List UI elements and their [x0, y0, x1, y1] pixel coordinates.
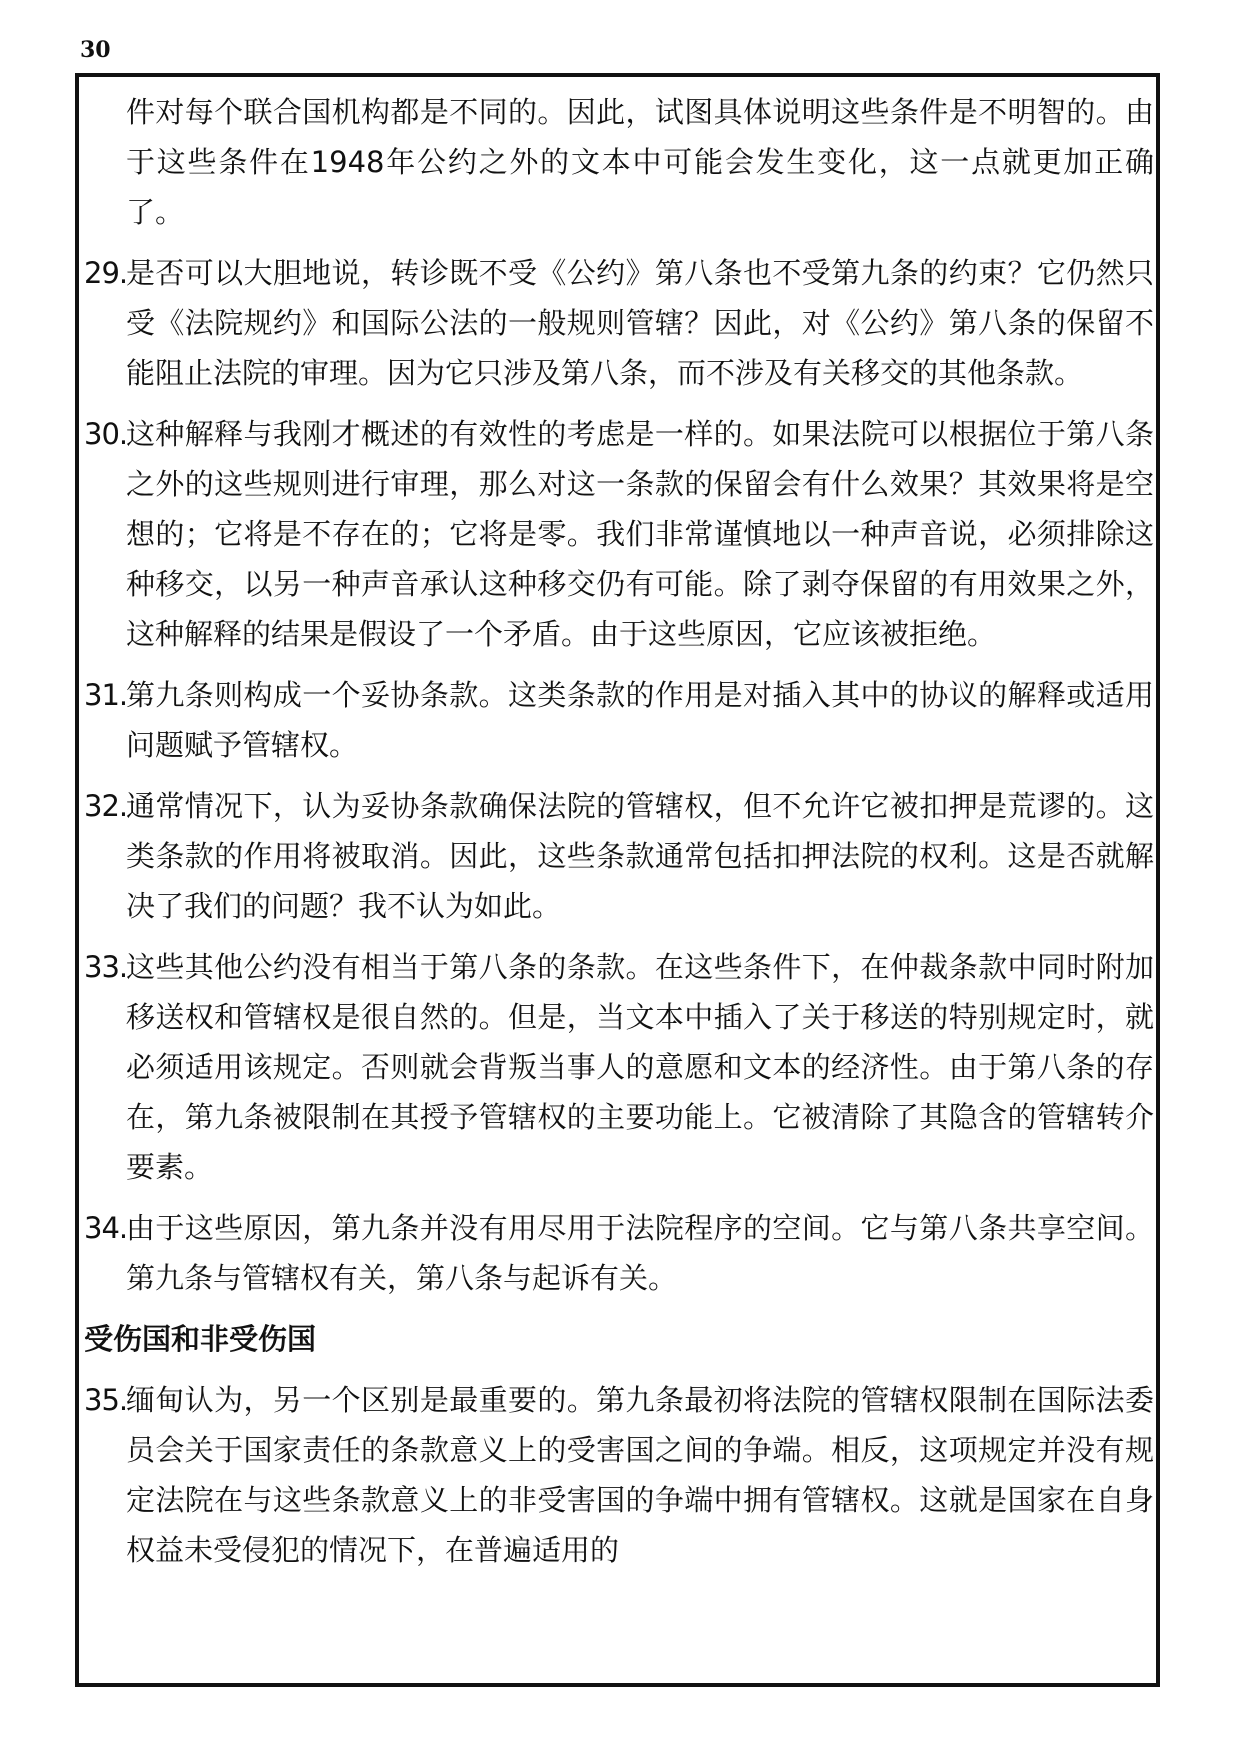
- paragraph-29: [84, 248, 1154, 398]
- paragraph-35: [84, 1375, 1154, 1575]
- paragraph-text: 缅甸认为，另一个区别是最重要的。第九条最初将法院的管辖权限制在国际法委员会关于国家责任的条款意义上的受害国之间的争端。相反，这项规定并没有规定法院在与这些条款意义上的非受害国的争端中拥有管辖权。这就是国家在自身权益未受侵犯的情况下，在普遍适用的: [126, 1383, 1154, 1567]
- paragraph-text: 这些其他公约没有相当于第八条的条款。在这些条件下，在仲裁条款中同时附加移送权和管辖权是很自然的。但是，当文本中插入了关于移送的特别规定时，就必须适用该规定。否则就会背叛当事人的意愿和文本的经济性。由于第八条的存在，第九条被限制在其授予管辖权的主要功能上。它被清除了其隐含的管辖转介要素。: [126, 950, 1154, 1184]
- paragraph-text: 这种解释与我刚才概述的有效性的考虑是一样的。如果法院可以根据位于第八条之外的这些规则进行审理，那么对这一条款的保留会有什么效果？其效果将是空想的；它将是不存在的；它将是零。我们非常谨慎地以一种声音说，必须排除这种移交，以另一种声音承认这种移交仍有可能。除了剥夺保留的有用效果之外，这种解释的结果是假设了一个矛盾。由于这些原因，它应该被拒绝。: [126, 417, 1154, 651]
- paragraph-text: 是否可以大胆地说，转诊既不受《公约》第八条也不受第九条的约束？它仍然只受《法院规约》和国际公法的一般规则管辖？因此，对《公约》第八条的保留不能阻止法院的审理。因为它只涉及第八条，而不涉及有关移交的其他条款。: [126, 256, 1154, 390]
- paragraph-text: 第九条则构成一个妥协条款。这类条款的作用是对插入其中的协议的解释或适用问题赋予管辖权。: [126, 678, 1154, 762]
- paragraph-number: 32.: [84, 789, 128, 823]
- paragraph-31: [84, 670, 1154, 770]
- paragraph-number: 31.: [84, 678, 128, 712]
- paragraph-text: 由于这些原因，第九条并没有用尽用于法院程序的空间。它与第八条共享空间。第九条与管辖权有关，第八条与起诉有关。: [126, 1211, 1154, 1295]
- paragraph-30: [84, 409, 1154, 659]
- paragraph-number: 29.: [84, 256, 128, 290]
- paragraph-33: [84, 942, 1154, 1192]
- page-number: 30: [80, 37, 111, 63]
- paragraph-number: 30.: [84, 417, 128, 451]
- text-box: [75, 73, 1160, 1687]
- paragraph-32: [84, 781, 1154, 931]
- paragraph-text: 件对每个联合国机构都是不同的。因此，试图具体说明这些条件是不明智的。由于这些条件在1948年公约之外的文本中可能会发生变化，这一点就更加正确了。: [126, 95, 1154, 229]
- paragraph-number: 33.: [84, 950, 128, 984]
- paragraph-number: 35.: [84, 1383, 128, 1417]
- section-heading: 受伤国和非受伤国: [84, 1322, 317, 1356]
- text-content: [84, 87, 1154, 1586]
- paragraph-text: 通常情况下，认为妥协条款确保法院的管辖权，但不允许它被扣押是荒谬的。这类条款的作用将被取消。因此，这些条款通常包括扣押法院的权利。这是否就解决了我们的问题？我不认为如此。: [126, 789, 1154, 923]
- paragraph-number: 34.: [84, 1211, 128, 1245]
- paragraph-34: [84, 1203, 1154, 1303]
- paragraph-continued: [84, 87, 1154, 237]
